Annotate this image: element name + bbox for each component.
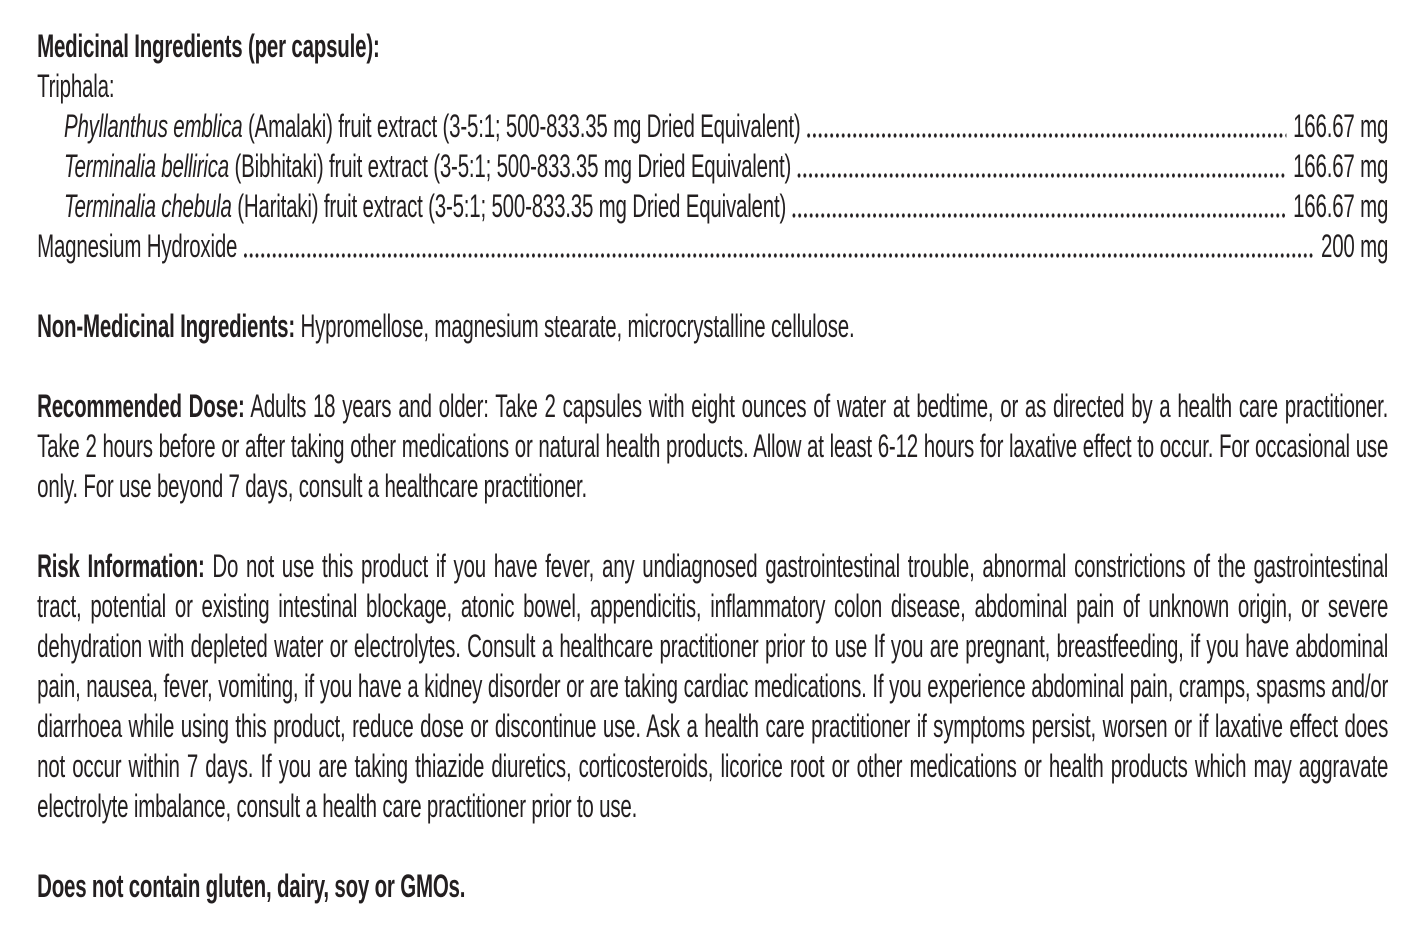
- ingredient-row: [37, 146, 1388, 186]
- ingredient-row: [37, 186, 1388, 226]
- recommended-dose-paragraph: [37, 386, 1388, 506]
- ingredient-name: [64, 146, 791, 186]
- triphala-label: Triphala:: [37, 68, 115, 104]
- ingredient-row: [37, 226, 1388, 266]
- risk-information-paragraph: [37, 546, 1388, 826]
- medicinal-ingredients-heading: Medicinal Ingredients (per capsule):: [37, 28, 380, 64]
- ingredient-amount: 166.67 mg: [1293, 148, 1389, 184]
- ingredient-name: [64, 186, 786, 226]
- ingredient-description: (Haritaki) fruit extract (3-5:1; 500-833.35 mg Dried Equivalent): [231, 188, 787, 224]
- dot-leader: [242, 253, 1314, 258]
- ingredient-description: Magnesium Hydroxide: [37, 228, 238, 264]
- ingredient-description: (Amalaki) fruit extract (3-5:1; 500-833.35 mg Dried Equivalent): [242, 108, 801, 144]
- dot-leader: [796, 173, 1286, 178]
- ingredient-name: [64, 106, 800, 146]
- non-medicinal-heading: Non-Medicinal Ingredients:: [37, 308, 295, 344]
- recommended-dose-heading: Recommended Dose:: [37, 388, 245, 424]
- ingredient-row: [37, 106, 1388, 146]
- ingredient-amount: 166.67 mg: [1293, 188, 1389, 224]
- recommended-dose-text: Adults 18 years and older: Take 2 capsules with eight ounces of water at bedtime, or as directed by a health care practitioner. Take 2 hours before or after taking other medications or natural health products. Allow at least 6-12 hours for laxative effect to occur. For occasional use only. For use beyond 7 days, consult a healthcare practitioner.: [37, 388, 1389, 504]
- ingredient-amount: 166.67 mg: [1293, 108, 1389, 144]
- ingredient-name: [37, 226, 237, 266]
- ingredient-amount: 200 mg: [1321, 228, 1389, 264]
- risk-information-heading: Risk Information:: [37, 548, 205, 584]
- non-medicinal-text: Hypromellose, magnesium stearate, microcrystalline cellulose.: [300, 308, 855, 344]
- dot-leader: [791, 213, 1286, 218]
- ingredient-latin-name: Terminalia bellirica: [64, 148, 230, 184]
- ingredient-latin-name: Phyllanthus emblica: [64, 108, 243, 144]
- ingredient-description: (Bibhitaki) fruit extract (3-5:1; 500-833.35 mg Dried Equivalent): [229, 148, 792, 184]
- ingredient-latin-name: Terminalia chebula: [64, 188, 232, 224]
- dot-leader: [806, 133, 1287, 138]
- contains-statement: Does not contain gluten, dairy, soy or GMOs.: [37, 868, 466, 904]
- risk-information-text: Do not use this product if you have fever, any undiagnosed gastrointestinal trouble, abnormal constrictions of the gastrointestinal tract, potential or existing intestinal blockage, atonic bowel, appendicitis, inflammatory colon disease, abdominal pain of unknown origin, or severe dehydration with depleted water or electrolytes. Consult a healthcare practitioner prior to use If you are pregnant, breastfeeding, if you have abdominal pain, nausea, fever, vomiting, if you have a kidney disorder or are taking cardiac medications. If you experience abdominal pain, cramps, spasms and/or diarrhoea while using this product, reduce dose or discontinue use. Ask a health care practitioner if symptoms persist, worsen or if laxative effect does not occur within 7 days. If you are taking thiazide diuretics, corticosteroids, licorice root or other medications or health products which may aggravate electrolyte imbalance, consult a health care practitioner prior to use.: [37, 548, 1389, 824]
- non-medicinal-paragraph: [37, 306, 1388, 346]
